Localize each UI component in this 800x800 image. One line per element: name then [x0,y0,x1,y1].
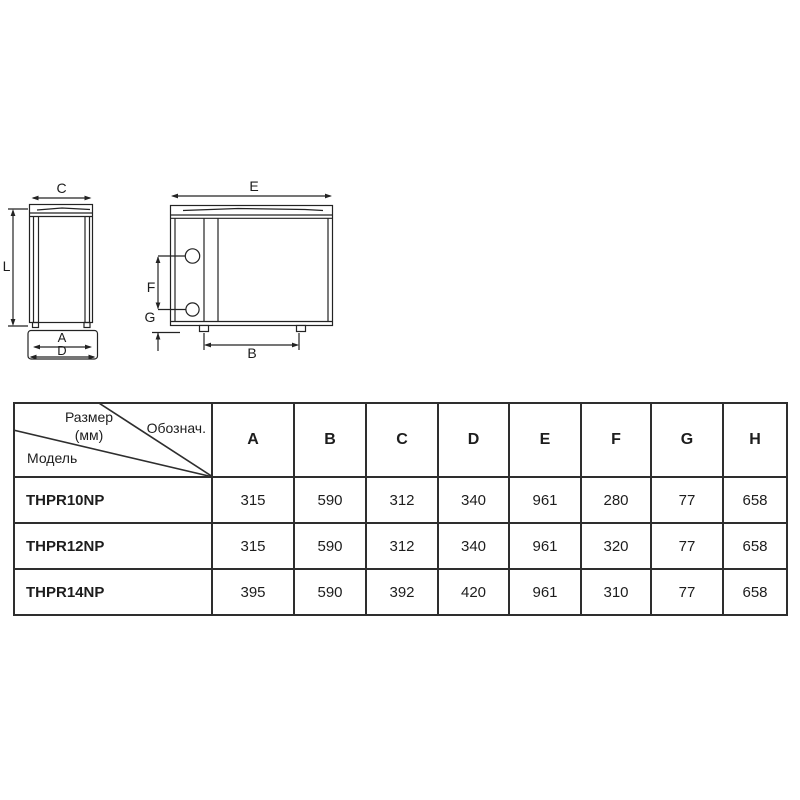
dim-value: 320 [581,523,651,569]
dim-value: 310 [581,569,651,615]
dim-value: 340 [438,523,509,569]
dim-value: 420 [438,569,509,615]
table-row [14,523,787,569]
model-name: THPR12NP [14,523,212,569]
dim-value: 658 [723,477,787,523]
dim-value: 77 [651,523,723,569]
dim-value: 590 [294,523,366,569]
front-view-drawing [152,194,333,351]
dim-value: 77 [651,477,723,523]
dim-label-b: B [247,345,257,361]
col-header-c: C [366,403,438,477]
side-view-drawing [8,196,98,360]
dim-value: 658 [723,569,787,615]
dimensions-table [13,402,788,616]
table-corner-cell [14,403,212,477]
dim-value: 590 [294,569,366,615]
dim-value: 395 [212,569,294,615]
dimension-drawing [0,0,800,395]
dim-label-g: G [144,309,156,325]
dim-value: 312 [366,523,438,569]
dim-value: 315 [212,523,294,569]
dim-label-c: C [56,180,67,196]
corner-label-unit: (мм) [74,427,104,443]
col-header-e: E [509,403,581,477]
dim-value: 961 [509,477,581,523]
dim-label-f: F [146,279,156,295]
dim-value: 961 [509,523,581,569]
dim-label-l: L [2,258,11,274]
dim-value: 392 [366,569,438,615]
dim-value: 77 [651,569,723,615]
dim-value: 961 [509,569,581,615]
col-header-h: H [723,403,787,477]
corner-label-model: Модель [27,450,78,466]
corner-label-designation: Обознач. [146,420,206,436]
corner-label-size: Размер [64,409,114,425]
col-header-f: F [581,403,651,477]
table-row [14,569,787,615]
dim-value: 340 [438,477,509,523]
col-header-d: D [438,403,509,477]
dim-value: 590 [294,477,366,523]
dim-label-a: A [57,330,67,345]
model-name: THPR14NP [14,569,212,615]
dim-value: 315 [212,477,294,523]
dim-value: 312 [366,477,438,523]
dim-value: 280 [581,477,651,523]
col-header-g: G [651,403,723,477]
dim-value: 658 [723,523,787,569]
col-header-b: B [294,403,366,477]
col-header-a: A [212,403,294,477]
dim-label-e: E [249,178,259,194]
dim-label-d: D [57,343,67,358]
table-header-row [14,403,787,477]
model-name: THPR10NP [14,477,212,523]
table-row [14,477,787,523]
